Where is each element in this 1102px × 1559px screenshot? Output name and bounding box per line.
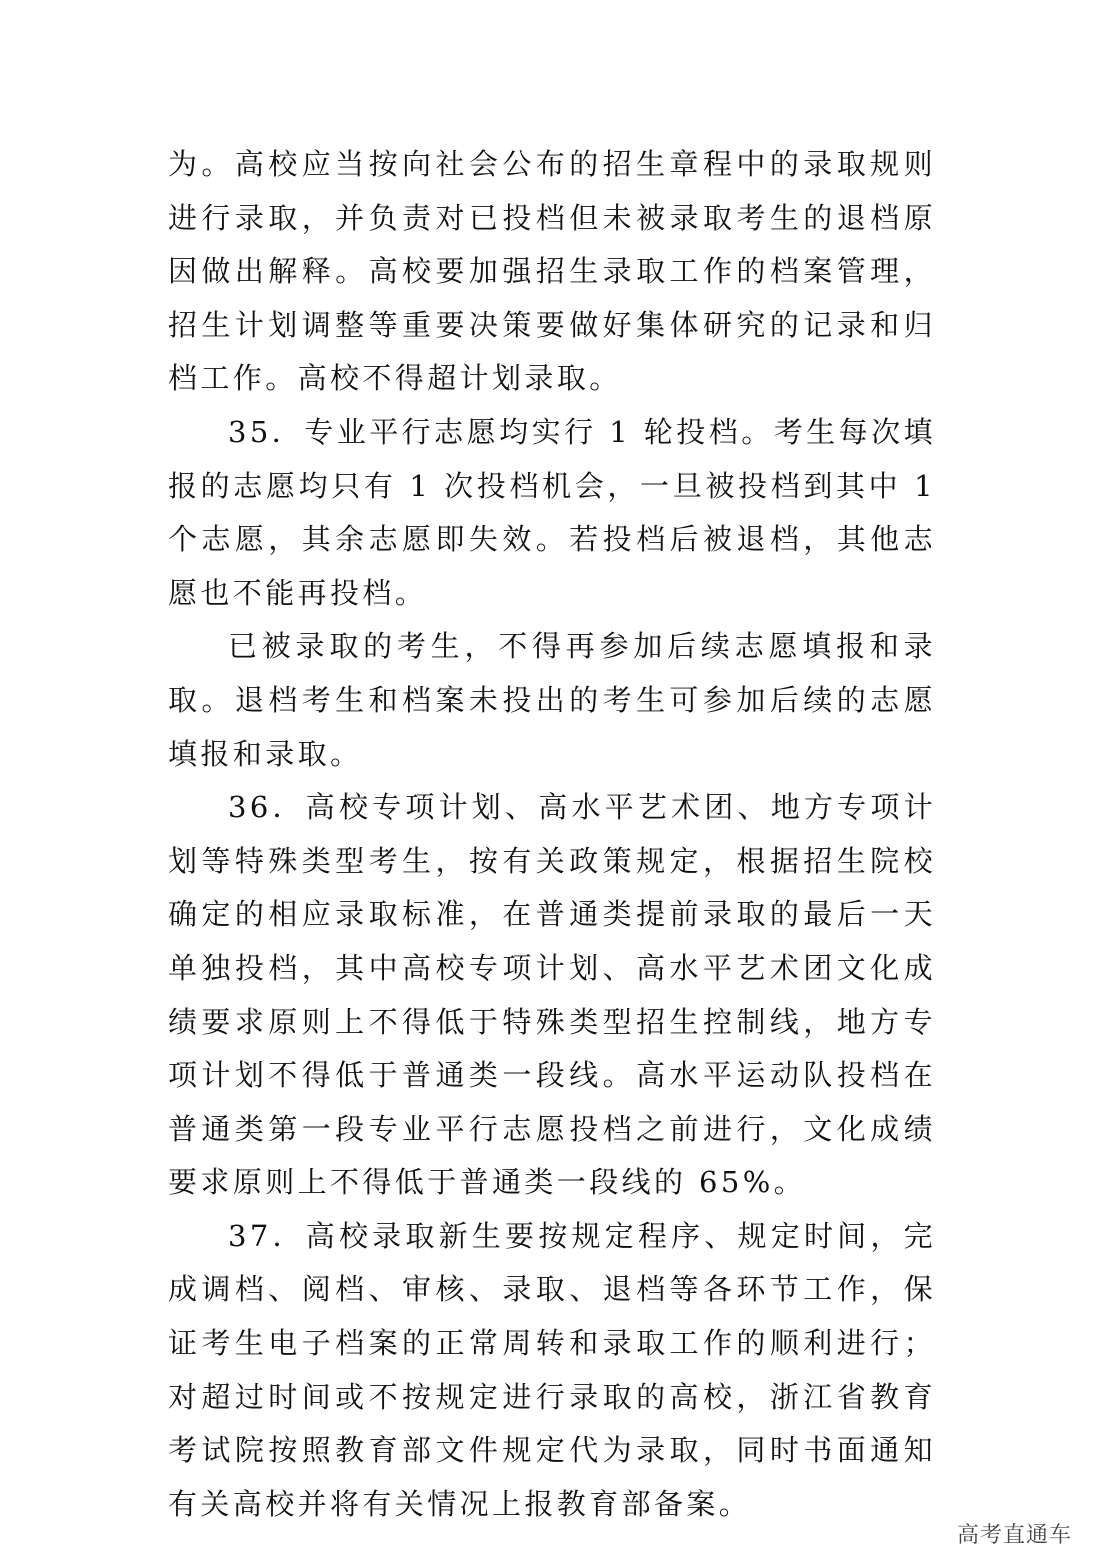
paragraph-article-37: 37．高校录取新生要按规定程序、规定时间，完成调档、阅档、审核、录取、退档等各环节工作，保证考生电子档案的正常周转和录取工作的顺利进行；对超过时间或不按规定进行录取的高校，浙江省教育考试院按照教育部文件规定代为录取，同时书面通知有关高校并将有关情况上报教育部备案。 xyxy=(168,1218,936,1521)
paragraph-article-36: 36．高校专项计划、高水平艺术团、地方专项计划等特殊类型考生，按有关政策规定，根据招生院校确定的相应录取标准，在普通类提前录取的最后一天单独投档，其中高校专项计划、高水平艺术团文化成绩要求原则上不得低于特殊类型招生控制线，地方专项计划不得低于普通类一段线。高水平运动队投档在普通类第一段专业平行志愿投档之前进行，文化成绩要求原则上不得低于普通类一段线的 65%。 xyxy=(168,790,936,1200)
watermark-text: 高考直通车 xyxy=(956,1523,1072,1548)
paragraph-continuation: 为。高校应当按向社会公布的招生章程中的录取规则进行录取，并负责对已投档但未被录取考生的退档原因做出解释。高校要加强招生录取工作的档案管理，招生计划调整等重要决策要做好集体研究的记录和归档工作。高校不得超计划录取。 xyxy=(168,147,936,396)
document-body xyxy=(168,138,936,1531)
paragraph-article-35: 35．专业平行志愿均实行 1 轮投档。考生每次填报的志愿均只有 1 次投档机会，一旦被投档到其中 1 个志愿，其余志愿即失效。若投档后被退档，其他志愿也不能再投档。 xyxy=(168,414,936,610)
paragraph-admitted-students: 已被录取的考生，不得再参加后续志愿填报和录取。退档考生和档案未投出的考生可参加后续的志愿填报和录取。 xyxy=(168,629,936,771)
